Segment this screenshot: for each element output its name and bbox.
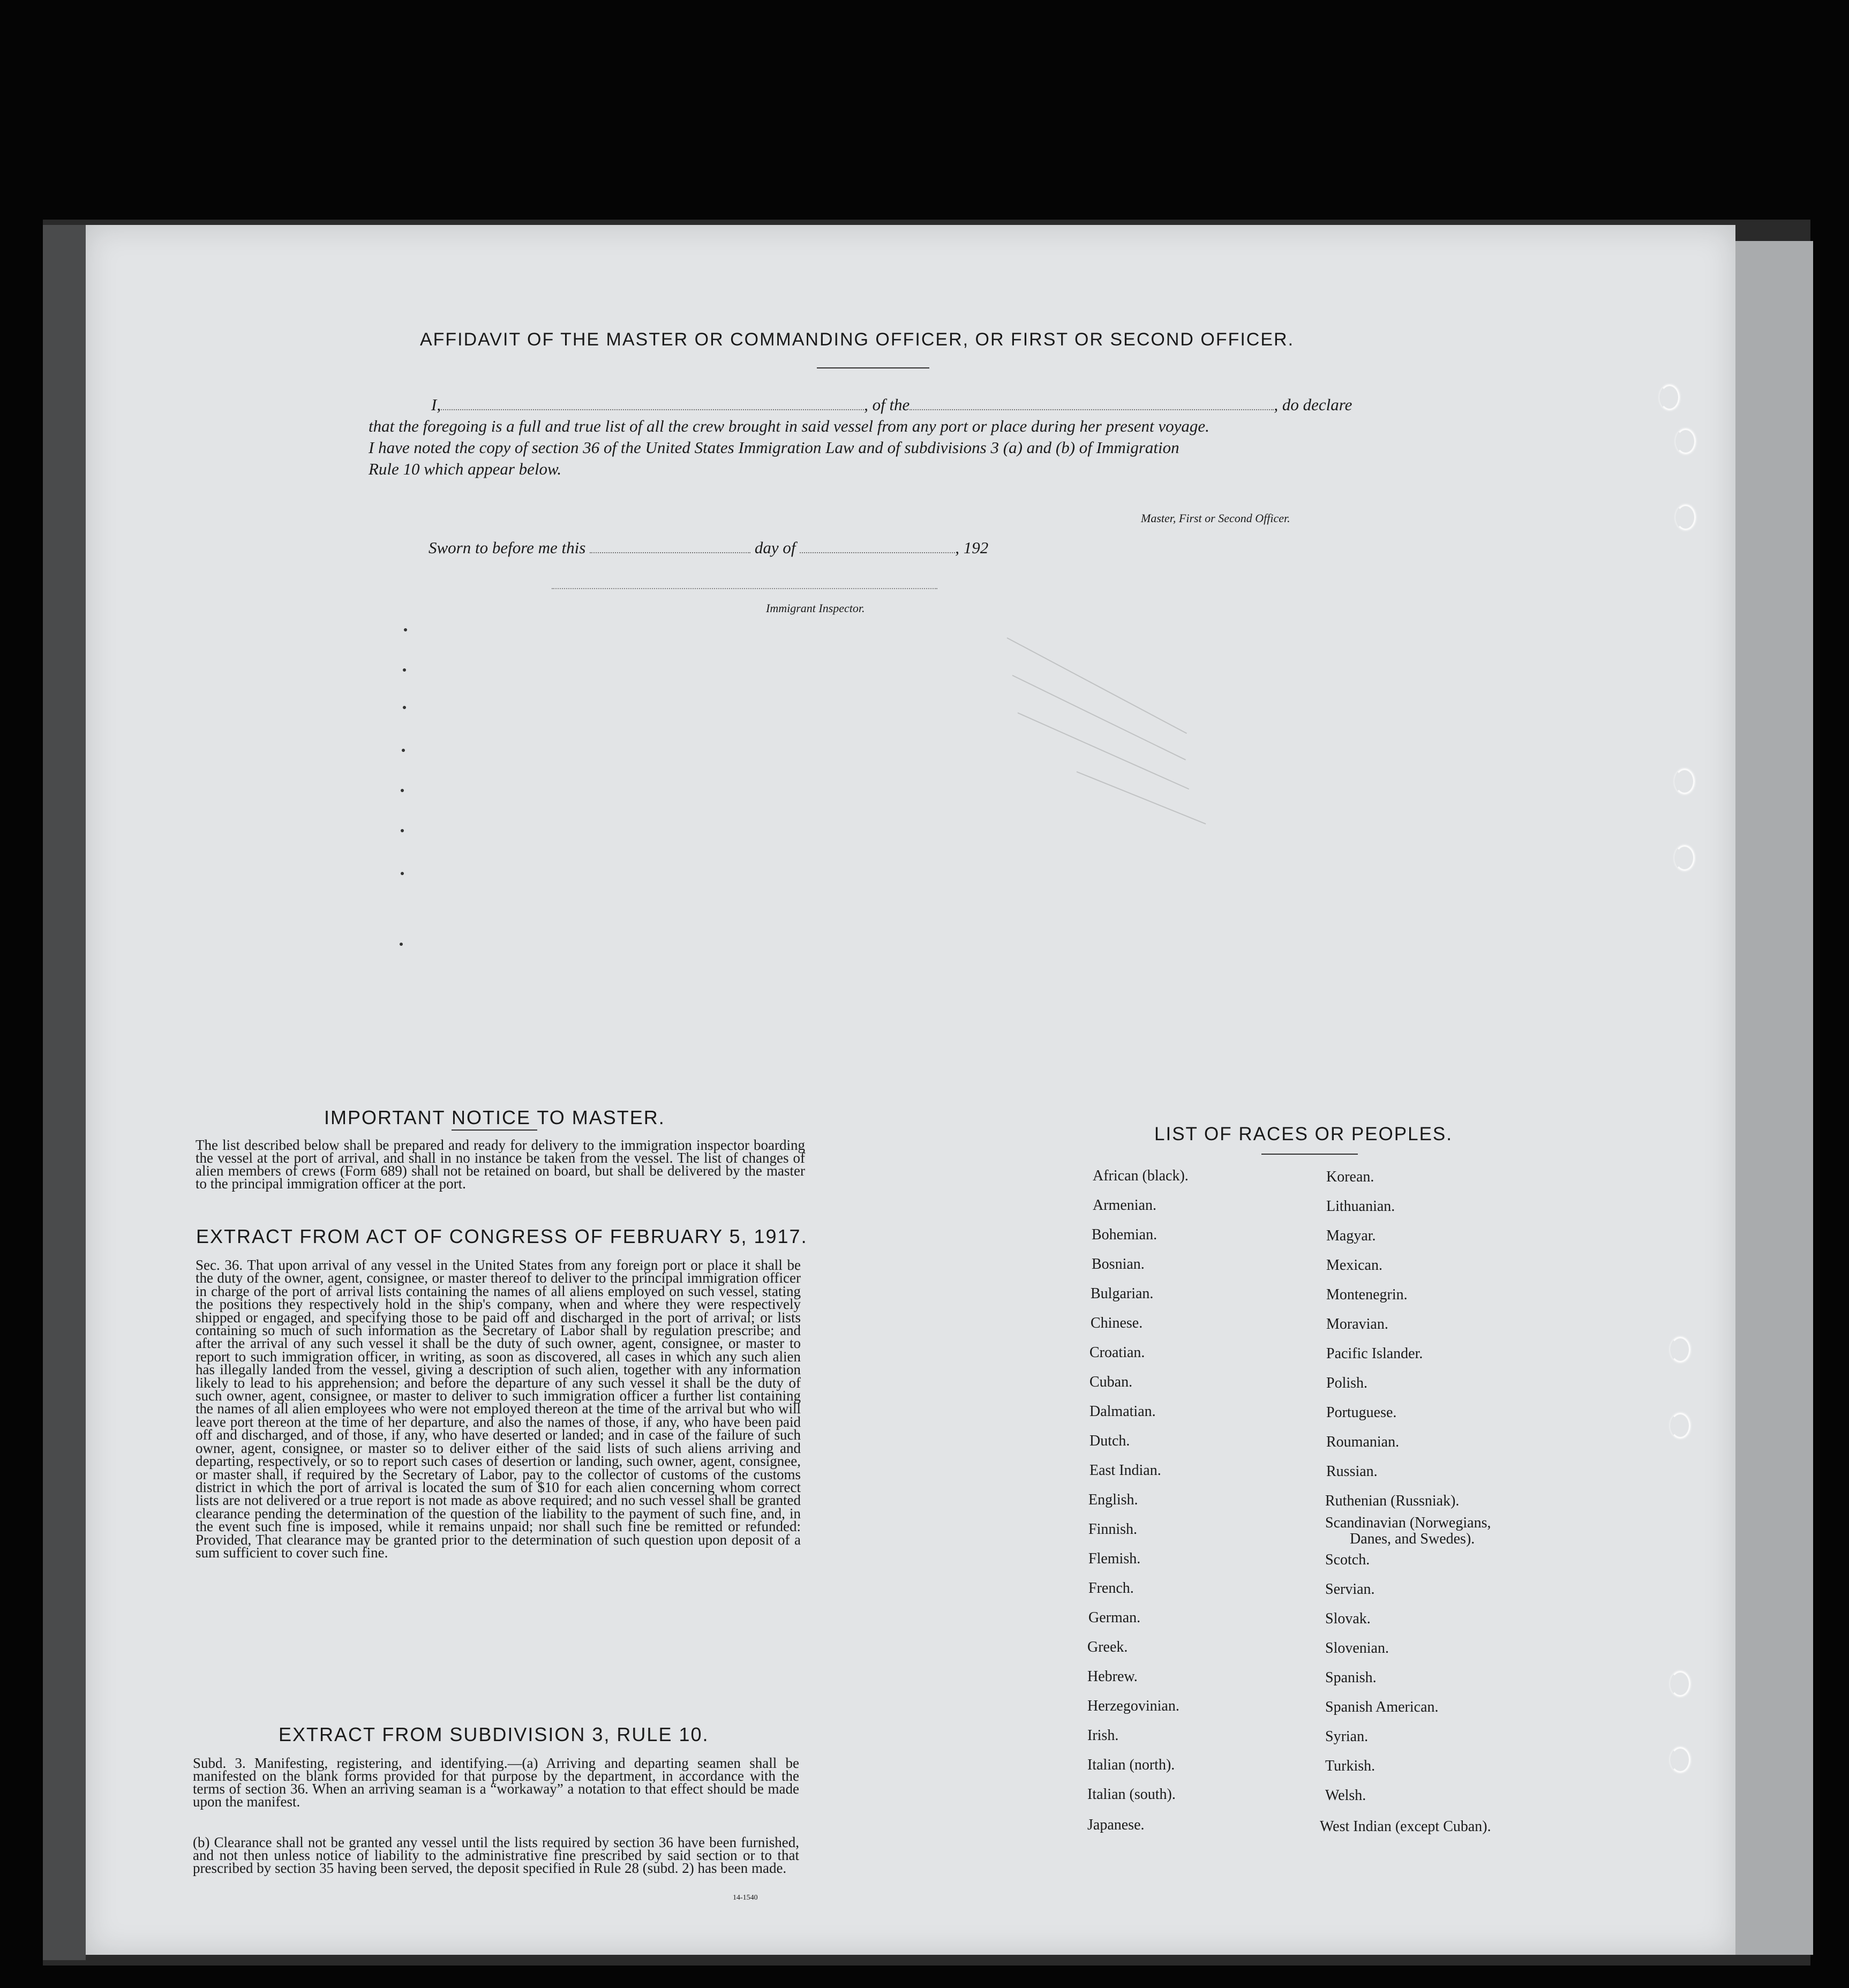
binder-hole xyxy=(1674,769,1695,794)
race-item: West Indian (except Cuban). xyxy=(1320,1818,1491,1835)
bleed-mark xyxy=(401,829,404,832)
race-item: Bulgarian. xyxy=(1091,1285,1154,1302)
binder-hole xyxy=(1670,1747,1690,1773)
title-divider xyxy=(817,367,929,368)
race-item: Ruthenian (Russniak). xyxy=(1325,1493,1460,1509)
rule-text-b: (b) Clearance shall not be granted any vessel until the lists required by section 36 have been furnished, and not then unless notice of liability to the administrative fine prescribed by said section or to that prescribed by section 35 having been served, the deposit specified in Rule 28 (subd. 2) has been made. xyxy=(193,1834,799,1876)
race-item: Cuban. xyxy=(1089,1374,1133,1390)
binder-hole xyxy=(1675,504,1696,530)
binder-hole xyxy=(1659,385,1680,410)
race-item: Irish. xyxy=(1087,1727,1119,1744)
declaration-do-declare: , do declare xyxy=(1274,395,1352,414)
vessel-blank[interactable] xyxy=(910,397,1274,410)
race-item: Italian (south). xyxy=(1087,1786,1176,1803)
race-item: Turkish. xyxy=(1325,1758,1376,1774)
race-item: Dutch. xyxy=(1089,1433,1130,1449)
bleed-mark xyxy=(403,668,406,672)
race-item: Lithuanian. xyxy=(1326,1198,1395,1215)
sworn-line xyxy=(429,538,988,558)
race-item: Finnish. xyxy=(1088,1521,1138,1538)
notice-text: The list described below shall be prepared and ready for delivery to the immigration inspector boarding the vessel at the port of arrival, and shall in no instance be taken from the vessel. The list of changes of alien members of crews (Form 689) shall not be retained on board, but shall be delivered by the master to the principal immigration officer at the port. xyxy=(196,1137,805,1192)
race-item: Slovak. xyxy=(1325,1610,1371,1627)
page-right-edge xyxy=(1735,241,1813,1955)
name-blank[interactable] xyxy=(441,397,864,410)
race-item: Flemish. xyxy=(1088,1550,1141,1567)
rule-heading: EXTRACT FROM SUBDIVISION 3, RULE 10. xyxy=(279,1723,709,1745)
race-item: Bosnian. xyxy=(1092,1256,1145,1272)
bleed-mark xyxy=(402,749,405,752)
declaration-i: I, xyxy=(431,395,441,414)
affidavit-title: AFFIDAVIT OF THE MASTER OR COMMANDING OFFICER, OR FIRST OR SECOND OFFICER. xyxy=(419,329,1295,350)
race-item: Scotch. xyxy=(1325,1552,1370,1568)
race-item: German. xyxy=(1088,1609,1141,1626)
binder-hole xyxy=(1670,1671,1690,1697)
declaration-of-the: , of the xyxy=(864,395,910,414)
act-heading: EXTRACT FROM ACT OF CONGRESS OF FEBRUARY 5, 1917. xyxy=(196,1225,808,1247)
bleed-mark xyxy=(400,943,403,946)
sworn-prefix: Sworn to before me this xyxy=(429,538,586,557)
act-text: Sec. 36. That upon arrival of any vessel in the United States from any foreign port or place it shall be the duty of the owner, agent, consignee, or master thereof to deliver to the principal immigration officer in charge of the port of arrival lists containing the names of all aliens employed on such vessel, stating the positions they respectively hold in the ship's company, when and where they were respectively shipped or engaged, and specifying those to be paid off and discharged in the port of arrival; or lists containing so much of such information as the Secretary of Labor shall by regulation prescribe; and after the arrival of any such vessel it shall be the duty of such owner, agent, consignee, or master to report to such immigration officer, in writing, as soon as discovered, all cases in which any such alien has illegally landed from the vessel, giving a description of such alien, together with any information likely to lead to his apprehension; and before the departure of any such vessel it shall be the duty of such owner, agent, consignee, or master to deliver to such immigration officer a further list containing the names of all alien employees who were not employed thereon at the time of the arrival but who will leave port thereon at the time of her departure, and also the names of those, if any, who have been paid off and discharged, and of those, if any, who have deserted or landed; and in case of the failure of such owner, agent, consignee, or master so to deliver either of the said lists of such aliens arriving and departing, respectively, or so to report such cases of desertion or landing, such owner, agent, consignee, or master shall, if required by the Secretary of Labor, pay to the collector of customs of the customs district in which the port of arrival is located the sum of $10 for each alien concerning whom correct lists are not delivered or a true report is not made as above required; and no such vessel shall be granted clearance pending the determination of the question of the liability to the payment of such fine, and, in the event such fine is imposed, while it remains unpaid; nor shall such fine be remitted or refunded: Provided, That clearance may be granted prior to the determination of such question upon deposit of a sum sufficient to cover such fine. xyxy=(196,1257,801,1561)
races-heading: LIST OF RACES OR PEOPLES. xyxy=(1154,1124,1453,1144)
race-item: Pacific Islander. xyxy=(1326,1345,1423,1362)
document-page xyxy=(86,225,1735,1955)
inspector-signature-line[interactable] xyxy=(552,588,937,589)
race-item: Spanish. xyxy=(1325,1669,1377,1686)
bleed-mark xyxy=(403,706,406,709)
race-item: Welsh. xyxy=(1325,1787,1366,1804)
race-item: Greek. xyxy=(1087,1639,1128,1655)
form-number: 14-1540 xyxy=(733,1894,758,1902)
race-item: Hebrew. xyxy=(1087,1668,1138,1685)
binder-hole xyxy=(1670,1413,1690,1439)
sworn-day-of: day of xyxy=(754,538,796,557)
declaration-line-1 xyxy=(431,395,1352,415)
race-item: Mexican. xyxy=(1326,1257,1382,1274)
race-item: Japanese. xyxy=(1087,1817,1145,1833)
inspector-caption: Immigrant Inspector. xyxy=(766,601,865,615)
binder-hole xyxy=(1674,845,1695,871)
rule-text-a: Subd. 3. Manifesting, registering, and identifying.—(a) Arriving and departing seamen shall be manifested on the blank forms provided for that purpose by the department, in accordance with the terms of section 36. When an arriving seaman is a “workaway” a notation to that effect should be made upon the manifest. xyxy=(193,1755,799,1810)
race-item: Servian. xyxy=(1325,1581,1375,1598)
sworn-month-blank[interactable] xyxy=(800,540,955,553)
race-item: Syrian. xyxy=(1325,1728,1369,1745)
race-item: Armenian. xyxy=(1093,1197,1156,1214)
sworn-year: , 192 xyxy=(955,538,989,557)
race-item: Spanish American. xyxy=(1325,1699,1439,1715)
notice-divider xyxy=(452,1129,537,1131)
race-item: Roumanian. xyxy=(1326,1434,1400,1450)
bleed-mark xyxy=(404,628,407,631)
bleed-mark xyxy=(401,789,404,792)
binder-hole xyxy=(1670,1337,1690,1362)
race-item: Bohemian. xyxy=(1092,1226,1157,1243)
race-item: Montenegrin. xyxy=(1326,1286,1408,1303)
page-left-shadow xyxy=(43,225,86,1960)
race-item: French. xyxy=(1088,1580,1134,1597)
race-item: Magyar. xyxy=(1326,1228,1376,1244)
race-item: Scandinavian (Norwegians, xyxy=(1325,1515,1491,1531)
master-signature-caption: Master, First or Second Officer. xyxy=(1141,511,1290,525)
race-item: Korean. xyxy=(1326,1169,1374,1185)
race-item: African (black). xyxy=(1093,1168,1189,1184)
declaration-line-3: I have noted the copy of section 36 of the United States Immigration Law and of subdivisions 3 (a) and (b) of Immigration xyxy=(369,438,1179,457)
race-item: Dalmatian. xyxy=(1089,1403,1156,1420)
notice-heading: IMPORTANT NOTICE TO MASTER. xyxy=(324,1106,665,1128)
race-item: Italian (north). xyxy=(1087,1757,1175,1773)
sworn-day-blank[interactable] xyxy=(590,540,750,553)
race-item: Herzegovinian. xyxy=(1087,1698,1179,1714)
binder-hole xyxy=(1675,428,1696,454)
race-item: English. xyxy=(1088,1492,1138,1508)
declaration-line-4: Rule 10 which appear below. xyxy=(369,460,562,478)
bleed-mark xyxy=(401,872,404,875)
race-item: Polish. xyxy=(1326,1375,1368,1391)
race-item: Slovenian. xyxy=(1325,1640,1389,1656)
declaration-line-2: that the foregoing is a full and true list of all the crew brought in said vessel from any port or place during her present voyage. xyxy=(369,417,1209,435)
race-item: Chinese. xyxy=(1091,1315,1143,1331)
races-divider xyxy=(1261,1154,1358,1155)
race-item: Portuguese. xyxy=(1326,1404,1397,1421)
race-item: Moravian. xyxy=(1326,1316,1388,1332)
race-item-continuation: Danes, and Swedes). xyxy=(1350,1531,1475,1547)
race-item: Russian. xyxy=(1326,1463,1378,1480)
race-item: East Indian. xyxy=(1089,1462,1161,1479)
race-item: Croatian. xyxy=(1089,1344,1145,1361)
